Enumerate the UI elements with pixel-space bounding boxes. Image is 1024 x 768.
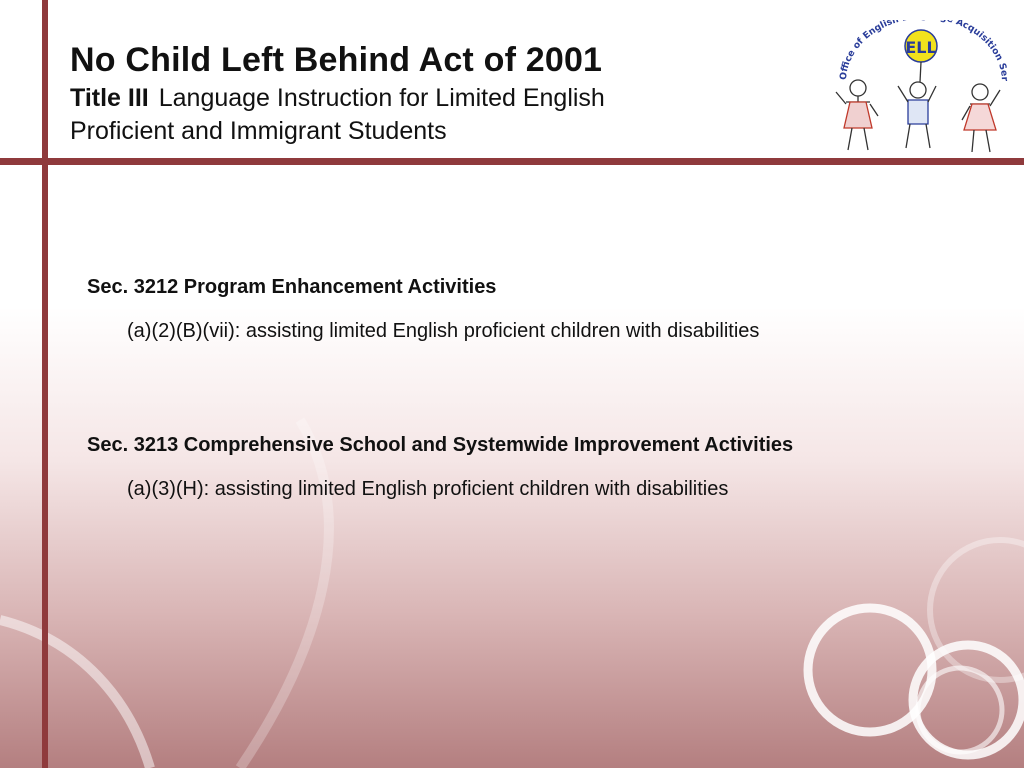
page-title: No Child Left Behind Act of 2001 [70, 41, 603, 79]
logo-badge-text: ELL [905, 38, 937, 57]
section-heading-3213: Sec. 3213 Comprehensive School and Systemwide Improvement Activities [87, 434, 794, 456]
logo-arc-text: Office of English Acquisition Ser [837, 20, 1010, 82]
section-item-3213: (a)(3)(H): assisting limited English proficient children with disabilities [127, 478, 729, 500]
subtitle-line1: Language Instruction for Limited English [158, 84, 605, 112]
subtitle-line2: Proficient and Immigrant Students [70, 117, 447, 145]
content-body [87, 272, 987, 504]
title-block [70, 38, 790, 148]
subtitle [70, 82, 790, 148]
section-heading-3212: Sec. 3212 Program Enhancement Activities [87, 276, 497, 298]
ell-logo [832, 20, 1010, 160]
vertical-accent-line [42, 0, 48, 768]
section-item-3212: (a)(2)(B)(vii): assisting limited English proficient children with disabilities [127, 320, 760, 342]
logo-graphic [832, 20, 1010, 160]
subtitle-bold: Title III [70, 84, 149, 112]
